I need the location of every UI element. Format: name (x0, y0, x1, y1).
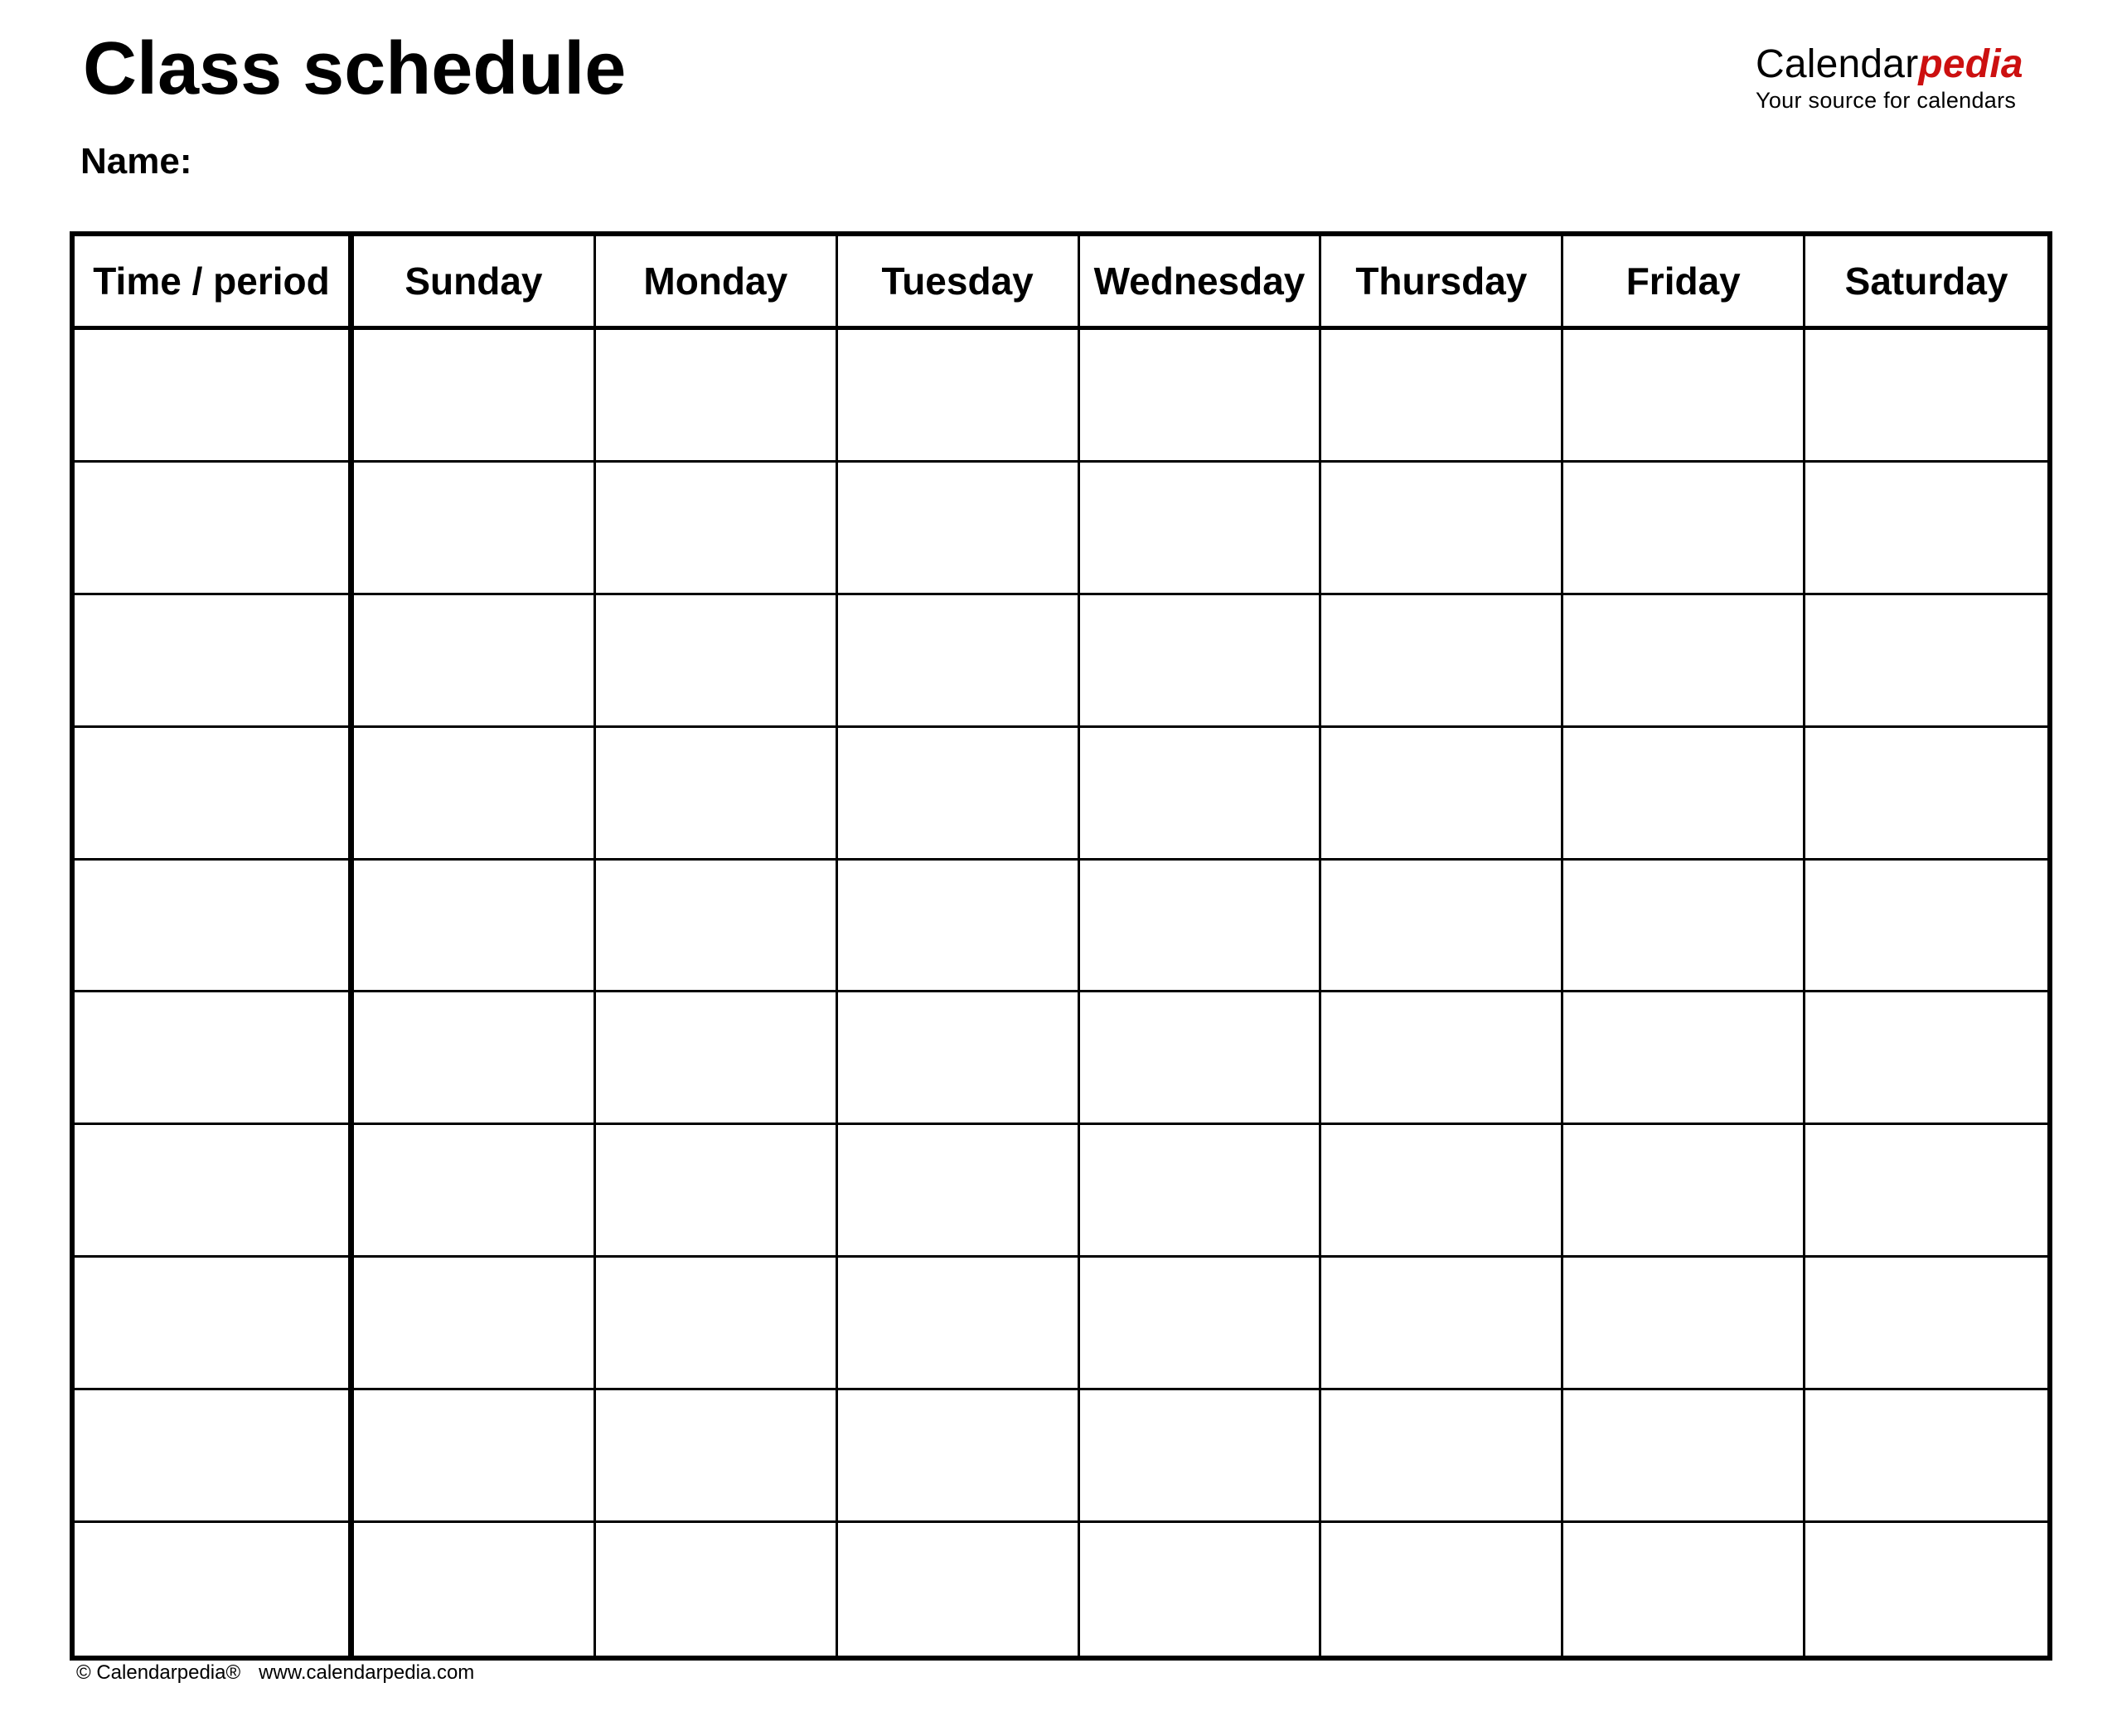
schedule-cell[interactable] (596, 463, 838, 595)
schedule-cell[interactable] (596, 728, 838, 861)
schedule-cell[interactable] (838, 992, 1080, 1125)
schedule-cell[interactable] (1805, 330, 2047, 463)
schedule-cell[interactable] (1563, 330, 1805, 463)
schedule-cell[interactable] (1563, 992, 1805, 1125)
schedule-cell[interactable] (838, 1390, 1080, 1523)
footer (76, 1663, 474, 1683)
schedule-cell[interactable] (838, 330, 1080, 463)
calendarpedia-logo (1756, 42, 2047, 113)
schedule-cell[interactable] (1563, 861, 1805, 993)
schedule-cell[interactable] (1563, 1523, 1805, 1656)
time-period-cell[interactable] (75, 1125, 354, 1258)
schedule-cell[interactable] (354, 861, 596, 993)
time-period-cell[interactable] (75, 1523, 354, 1656)
time-period-cell[interactable] (75, 463, 354, 595)
schedule-cell[interactable] (596, 992, 838, 1125)
column-header-saturday: Saturday (1805, 236, 2047, 330)
schedule-cell[interactable] (1563, 595, 1805, 728)
schedule-cell[interactable] (1563, 1390, 1805, 1523)
schedule-cell[interactable] (1321, 1523, 1563, 1656)
schedule-cell[interactable] (1563, 463, 1805, 595)
schedule-cell[interactable] (596, 1523, 838, 1656)
schedule-cell[interactable] (596, 1390, 838, 1523)
schedule-cell[interactable] (838, 1523, 1080, 1656)
schedule-cell[interactable] (1321, 728, 1563, 861)
schedule-cell[interactable] (838, 1125, 1080, 1258)
schedule-cell[interactable] (1080, 992, 1322, 1125)
schedule-cell[interactable] (354, 1258, 596, 1390)
schedule-cell[interactable] (1080, 728, 1322, 861)
time-period-cell[interactable] (75, 1258, 354, 1390)
schedule-cell[interactable] (1321, 595, 1563, 728)
schedule-cell[interactable] (1321, 330, 1563, 463)
schedule-cell[interactable] (1080, 330, 1322, 463)
schedule-cell[interactable] (354, 1390, 596, 1523)
schedule-cell[interactable] (838, 595, 1080, 728)
schedule-cell[interactable] (1321, 861, 1563, 993)
schedule-cell[interactable] (1805, 992, 2047, 1125)
schedule-cell[interactable] (354, 1125, 596, 1258)
footer-url: www.calendarpedia.com (259, 1661, 475, 1684)
time-period-cell[interactable] (75, 992, 354, 1125)
schedule-cell[interactable] (838, 728, 1080, 861)
column-header-friday: Friday (1563, 236, 1805, 330)
logo-brand-part1: Calendar (1756, 42, 1919, 86)
schedule-cell[interactable] (1080, 1125, 1322, 1258)
schedule-cell[interactable] (1321, 463, 1563, 595)
time-period-cell[interactable] (75, 595, 354, 728)
column-header-wednesday: Wednesday (1080, 236, 1322, 330)
schedule-cell[interactable] (1080, 1523, 1322, 1656)
schedule-cell[interactable] (1321, 1258, 1563, 1390)
time-period-cell[interactable] (75, 728, 354, 861)
schedule-cell[interactable] (1321, 1390, 1563, 1523)
time-period-cell[interactable] (75, 330, 354, 463)
schedule-cell[interactable] (838, 861, 1080, 993)
schedule-cell[interactable] (596, 330, 838, 463)
time-period-cell[interactable] (75, 1390, 354, 1523)
name-label: Name: (80, 141, 192, 182)
schedule-cell[interactable] (354, 728, 596, 861)
schedule-cell[interactable] (354, 992, 596, 1125)
schedule-cell[interactable] (596, 595, 838, 728)
schedule-cell[interactable] (1080, 1390, 1322, 1523)
schedule-cell[interactable] (596, 1258, 838, 1390)
footer-copyright: © Calendarpedia® (76, 1661, 241, 1684)
time-period-cell[interactable] (75, 861, 354, 993)
logo-brand-part2: pedia (1918, 42, 2023, 86)
schedule-cell[interactable] (1805, 728, 2047, 861)
page-title: Class schedule (83, 27, 627, 110)
schedule-cell[interactable] (1080, 595, 1322, 728)
schedule-cell[interactable] (1321, 992, 1563, 1125)
schedule-table (70, 231, 2052, 1661)
schedule-cell[interactable] (1805, 1258, 2047, 1390)
schedule-cell[interactable] (596, 861, 838, 993)
schedule-cell[interactable] (596, 1125, 838, 1258)
column-header-time-period: Time / period (75, 236, 354, 330)
schedule-cell[interactable] (1080, 1258, 1322, 1390)
schedule-cell[interactable] (1805, 1125, 2047, 1258)
schedule-cell[interactable] (1080, 463, 1322, 595)
schedule-cell[interactable] (354, 330, 596, 463)
schedule-cell[interactable] (1805, 463, 2047, 595)
schedule-cell[interactable] (1080, 861, 1322, 993)
schedule-cell[interactable] (1805, 861, 2047, 993)
schedule-cell[interactable] (1563, 728, 1805, 861)
column-header-sunday: Sunday (354, 236, 596, 330)
schedule-cell[interactable] (1563, 1125, 1805, 1258)
column-header-tuesday: Tuesday (838, 236, 1080, 330)
schedule-cell[interactable] (1563, 1258, 1805, 1390)
schedule-cell[interactable] (838, 463, 1080, 595)
schedule-cell[interactable] (1805, 595, 2047, 728)
schedule-cell[interactable] (1321, 1125, 1563, 1258)
schedule-cell[interactable] (1805, 1523, 2047, 1656)
column-header-monday: Monday (596, 236, 838, 330)
schedule-cell[interactable] (838, 1258, 1080, 1390)
logo-wordmark (1756, 42, 2047, 86)
schedule-cell[interactable] (354, 463, 596, 595)
logo-tagline: Your source for calendars (1756, 88, 2017, 113)
schedule-cell[interactable] (1805, 1390, 2047, 1523)
schedule-cell[interactable] (354, 595, 596, 728)
schedule-cell[interactable] (354, 1523, 596, 1656)
column-header-thursday: Thursday (1321, 236, 1563, 330)
